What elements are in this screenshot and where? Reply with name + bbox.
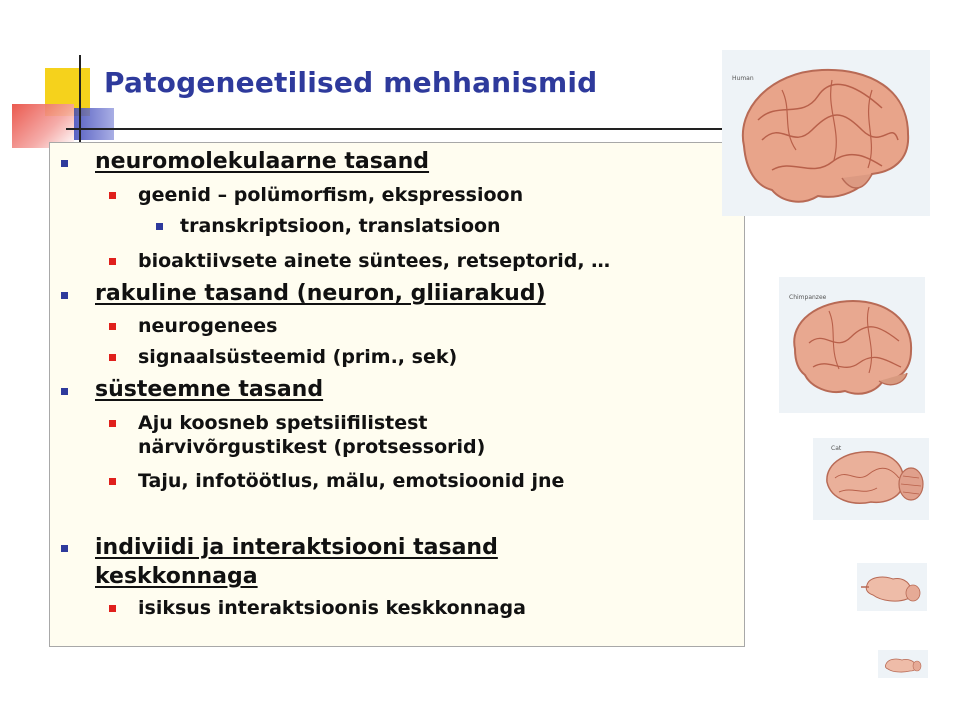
corner-vertical-line	[79, 55, 81, 147]
bullet-text: neuromolekulaarne tasand	[95, 149, 430, 174]
bullet-square-icon	[156, 223, 163, 230]
bullet-text: geenid – polümorfism, ekspressioon	[138, 184, 524, 206]
bullet-text: Taju, infotöötlus, mälu, emotsioonid jne	[138, 470, 565, 492]
bullet-square-icon	[109, 478, 116, 485]
bullet-text: süsteemne tasand	[95, 377, 324, 402]
chimpanzee-brain-image	[779, 277, 925, 413]
bullet-square-icon	[61, 160, 68, 167]
bullet-square-icon	[61, 292, 68, 299]
bullet-level2	[138, 411, 568, 459]
cat-brain-image	[813, 438, 929, 520]
human-brain-image	[722, 50, 930, 216]
bullet-level1	[95, 376, 323, 404]
bullet-text: bioaktiivsete ainete süntees, retseptorid, …	[138, 250, 611, 272]
bullet-square-icon	[109, 605, 116, 612]
bullet-square-icon	[109, 258, 116, 265]
bullet-square-icon	[109, 192, 116, 199]
chimpanzee-label: Chimpanzee	[789, 294, 827, 301]
bullet-square-icon	[61, 388, 68, 395]
human-label: Human	[732, 75, 754, 82]
bullet-level2	[138, 345, 457, 369]
bullet-square-icon	[109, 354, 116, 361]
bullet-level2	[138, 596, 526, 620]
bullet-text: Aju koosneb spetsiifilistest närvivõrgustikest (protsessorid)	[138, 412, 486, 458]
bullet-square-icon	[109, 420, 116, 427]
slide-title: Patogeneetilised mehhanismid	[104, 66, 598, 99]
bullet-text: indiviidi ja interaktsiooni tasand keskkonnaga	[95, 535, 498, 589]
bullet-level1	[95, 280, 546, 308]
content-box	[49, 142, 745, 647]
bullet-level2	[138, 183, 523, 207]
bullet-level1	[95, 148, 429, 176]
rat-brain-image	[857, 563, 927, 611]
bullet-level3	[180, 214, 501, 238]
bullet-square-icon	[109, 323, 116, 330]
cat-label: Cat	[831, 445, 842, 452]
bullet-text: neurogenees	[138, 315, 278, 337]
bullet-square-icon	[61, 545, 68, 552]
bullet-level2	[138, 469, 564, 493]
bullet-text: rakuline tasand (neuron, gliiarakud)	[95, 281, 546, 306]
bullet-level2	[138, 249, 610, 273]
bullet-level2	[138, 314, 277, 338]
bullet-text: isiksus interaktsioonis keskkonnaga	[138, 597, 526, 619]
title-underline	[66, 128, 726, 130]
bullet-text: transkriptsioon, translatsioon	[180, 215, 501, 237]
bullet-level1	[95, 533, 595, 591]
small-brain-image	[878, 650, 928, 678]
bullet-text: signaalsüsteemid (prim., sek)	[138, 346, 458, 368]
